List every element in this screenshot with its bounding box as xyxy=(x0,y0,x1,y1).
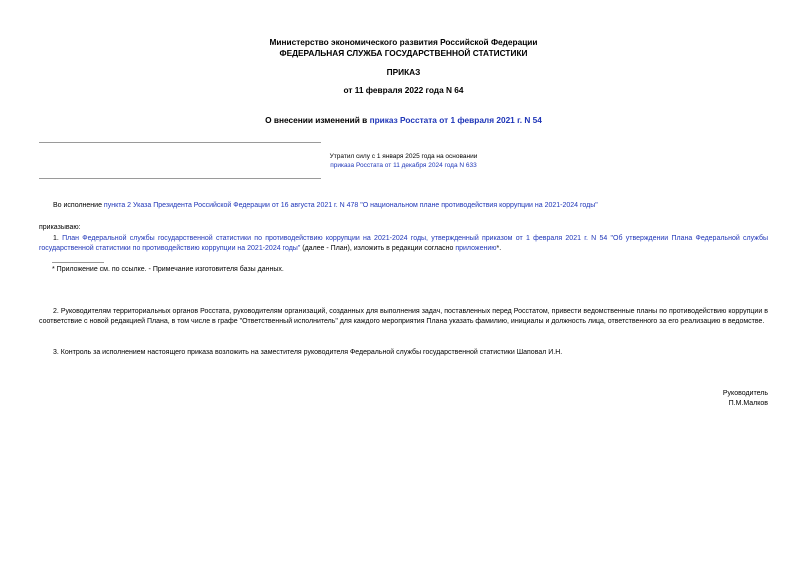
divider-top xyxy=(39,142,321,143)
item-3: 3. Контроль за исполнением настоящего приказа возложить на заместителя руководителя Федеральной службы государственной статистики Шаповал И.Н. xyxy=(53,349,563,356)
item-1-number: 1. xyxy=(53,235,63,242)
item-1-middle: (далее - План), изложить в редакции согласно xyxy=(300,245,456,253)
doc-type: ПРИКАЗ xyxy=(386,67,421,77)
footnote: * Приложение см. по ссылке. - Примечание изготовителя базы данных. xyxy=(52,266,284,273)
title-link[interactable]: приказ Росстата от 1 февраля 2021 г. N 54 xyxy=(369,115,542,125)
validity-note xyxy=(250,152,557,171)
preamble-prefix: Во исполнение xyxy=(53,202,104,209)
signature-position: Руководитель xyxy=(722,390,768,397)
validity-line: Утратил силу с 1 января 2025 года на основании xyxy=(329,153,478,160)
doc-date-number: от 11 февраля 2022 года N 64 xyxy=(343,85,464,95)
doc-title xyxy=(0,115,807,126)
item-1 xyxy=(39,234,768,254)
service-name: ФЕДЕРАЛЬНАЯ СЛУЖБА ГОСУДАРСТВЕННОЙ СТАТИСТИКИ xyxy=(279,47,528,58)
divider-bottom xyxy=(39,178,321,179)
title-prefix: О внесении изменений в xyxy=(265,115,370,125)
signature-name: П.М.Малков xyxy=(728,400,768,408)
ministry-name: Министерство экономического развития Российской Федерации xyxy=(269,37,538,47)
item-1-suffix: *. xyxy=(496,245,502,253)
order-word: приказываю: xyxy=(39,224,81,231)
footnote-divider xyxy=(52,262,104,263)
validity-link[interactable]: приказа Росстата от 11 декабря 2024 года N 633 xyxy=(330,162,477,170)
signature-block xyxy=(568,389,768,409)
plan-link[interactable]: План Федеральной службы государственной статистики по противодействию коррупции на 2021-2024 годы, утвержденный приказом от 1 февраля 2021 г. N 54 "Об утверждении Плана Федеральной службы государственной статистики по противодействию коррупции на 2021-2024 годы" xyxy=(39,235,768,253)
preamble xyxy=(39,201,768,211)
appendix-link[interactable]: приложению xyxy=(455,245,497,253)
item-2: 2. Руководителям территориальных органов Росстата, руководителям организаций, созданных для выполнения задач, поставленных перед Росстатом, привести ведомственные планы по противодействию коррупции в соответствие с новой редакцией Плана, в том числе в графе "Ответственный исполнитель" для каждого мероприятия Плана указать фамилию, инициалы и должность лица, ответственного за его реализацию в ведомстве. xyxy=(39,308,768,326)
decree-link[interactable]: пункта 2 Указа Президента Российской Федерации от 16 августа 2021 г. N 478 "О национальном плане противодействия коррупции на 2021-2024 годы" xyxy=(103,202,598,209)
header-block xyxy=(0,37,807,59)
